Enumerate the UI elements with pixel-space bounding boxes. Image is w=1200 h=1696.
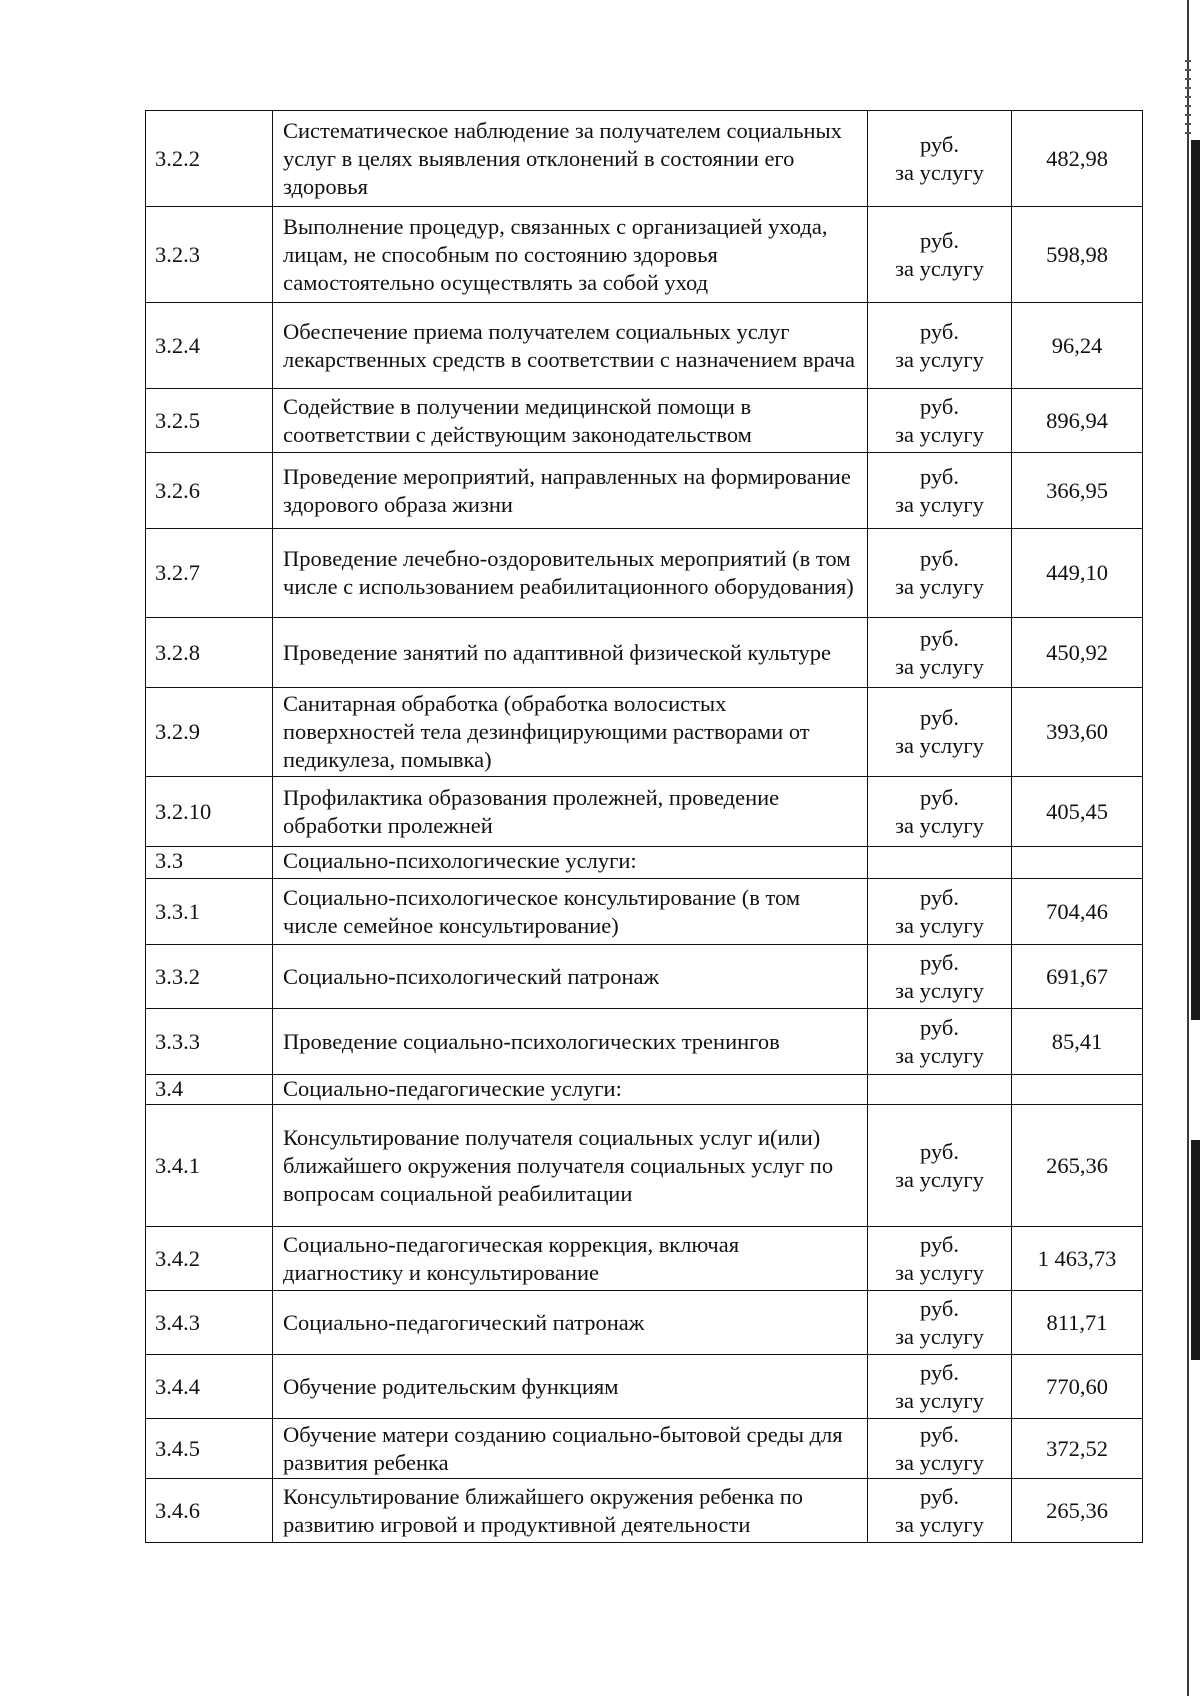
table-row bbox=[146, 303, 1143, 389]
unit-text: за услугу bbox=[895, 1511, 984, 1537]
unit-text: за услугу bbox=[895, 1042, 984, 1068]
unit-cell bbox=[868, 847, 1012, 879]
service-number: 3.4.5 bbox=[146, 1419, 273, 1479]
unit-cell bbox=[868, 111, 1012, 207]
unit-cell bbox=[868, 529, 1012, 618]
unit-text: руб. bbox=[920, 1138, 959, 1164]
unit-text: руб. bbox=[920, 463, 959, 489]
table-row bbox=[146, 879, 1143, 945]
unit-text: за услугу bbox=[895, 977, 984, 1003]
service-name: Проведение мероприятий, направленных на формирование здорового образа жизни bbox=[273, 453, 868, 529]
unit-text: руб. bbox=[920, 1421, 959, 1447]
unit-text: руб. bbox=[920, 1014, 959, 1040]
unit-cell bbox=[868, 1227, 1012, 1291]
price-value: 770,60 bbox=[1012, 1355, 1143, 1419]
price-value bbox=[1012, 1075, 1143, 1105]
service-name: Содействие в получении медицинской помощи в соответствии с действующим законодательством bbox=[273, 389, 868, 453]
unit-text: за услугу bbox=[895, 255, 984, 281]
section-row bbox=[146, 847, 1143, 879]
service-number: 3.2.10 bbox=[146, 777, 273, 847]
unit-text: руб. bbox=[920, 949, 959, 975]
price-value: 372,52 bbox=[1012, 1419, 1143, 1479]
service-number: 3.4.6 bbox=[146, 1479, 273, 1543]
table-row bbox=[146, 777, 1143, 847]
service-name: Выполнение процедур, связанных с организацией ухода, лицам, не способным по состоянию здоровья самостоятельно осуществлять за собой уход bbox=[273, 207, 868, 303]
price-value: 265,36 bbox=[1012, 1479, 1143, 1543]
service-number: 3.4 bbox=[146, 1075, 273, 1105]
unit-cell bbox=[868, 1075, 1012, 1105]
service-number: 3.3.3 bbox=[146, 1009, 273, 1075]
unit-text: руб. bbox=[920, 546, 959, 571]
service-number: 3.2.2 bbox=[146, 111, 273, 207]
service-number: 3.4.2 bbox=[146, 1227, 273, 1291]
unit-cell bbox=[868, 777, 1012, 847]
unit-cell bbox=[868, 1009, 1012, 1075]
table-row bbox=[146, 1009, 1143, 1075]
unit-text: руб. bbox=[920, 1231, 959, 1257]
service-number: 3.4.3 bbox=[146, 1291, 273, 1355]
table-row bbox=[146, 1479, 1143, 1543]
unit-text: за услугу bbox=[895, 491, 984, 517]
unit-text: руб. bbox=[920, 884, 959, 910]
unit-text: за услугу bbox=[895, 912, 984, 938]
price-value: 482,98 bbox=[1012, 111, 1143, 207]
price-value: 598,98 bbox=[1012, 207, 1143, 303]
unit-cell bbox=[868, 1419, 1012, 1479]
unit-text: руб. bbox=[920, 784, 959, 810]
table-row bbox=[146, 389, 1143, 453]
scan-edge-shadow bbox=[1191, 140, 1200, 1020]
service-name: Санитарная обработка (обработка волосистых поверхностей тела дезинфицирующими растворами от педикулеза, помывка) bbox=[273, 688, 868, 777]
service-name: Проведение социально-психологических тренингов bbox=[273, 1009, 868, 1075]
service-number: 3.2.6 bbox=[146, 453, 273, 529]
service-name: Консультирование получателя социальных услуг и(или) ближайшего окружения получателя социальных услуг по вопросам социальной реабилитации bbox=[273, 1105, 868, 1227]
service-name: Обучение родительским функциям bbox=[273, 1355, 868, 1419]
price-value: 449,10 bbox=[1012, 529, 1143, 618]
section-title: Социально-психологические услуги: bbox=[273, 847, 868, 879]
table-row bbox=[146, 453, 1143, 529]
service-name: Проведение лечебно-оздоровительных мероприятий (в том числе с использованием реабилитационного оборудования) bbox=[273, 529, 868, 618]
unit-text: за услугу bbox=[895, 812, 984, 838]
table-row bbox=[146, 688, 1143, 777]
unit-text: руб. bbox=[920, 1483, 959, 1509]
service-number: 3.4.4 bbox=[146, 1355, 273, 1419]
unit-cell bbox=[868, 389, 1012, 453]
unit-text: за услугу bbox=[895, 346, 984, 372]
service-name: Профилактика образования пролежней, проведение обработки пролежней bbox=[273, 777, 868, 847]
table-row bbox=[146, 1105, 1143, 1227]
unit-cell bbox=[868, 879, 1012, 945]
service-number: 3.2.5 bbox=[146, 389, 273, 453]
scan-artifact bbox=[1185, 60, 1191, 140]
service-number: 3.4.1 bbox=[146, 1105, 273, 1227]
unit-text: за услугу bbox=[895, 1323, 984, 1349]
unit-cell bbox=[868, 618, 1012, 688]
unit-cell bbox=[868, 207, 1012, 303]
section-row bbox=[146, 1075, 1143, 1105]
service-name: Обеспечение приема получателем социальных услуг лекарственных средств в соответствии с назначением врача bbox=[273, 303, 868, 389]
service-name: Социально-психологический патронаж bbox=[273, 945, 868, 1009]
service-number: 3.3 bbox=[146, 847, 273, 879]
table-row bbox=[146, 1291, 1143, 1355]
unit-text: руб. bbox=[920, 318, 959, 344]
unit-cell bbox=[868, 1479, 1012, 1543]
service-number: 3.2.3 bbox=[146, 207, 273, 303]
price-value: 265,36 bbox=[1012, 1105, 1143, 1227]
scan-edge-shadow-lower bbox=[1191, 1140, 1200, 1360]
price-value: 85,41 bbox=[1012, 1009, 1143, 1075]
unit-text: за услугу bbox=[895, 1259, 984, 1285]
service-name: Проведение занятий по адаптивной физической культуре bbox=[273, 618, 868, 688]
price-value: 450,92 bbox=[1012, 618, 1143, 688]
unit-cell bbox=[868, 945, 1012, 1009]
price-value: 96,24 bbox=[1012, 303, 1143, 389]
unit-text: за услугу bbox=[895, 574, 984, 599]
price-value: 896,94 bbox=[1012, 389, 1143, 453]
service-name: Социально-психологическое консультирование (в том числе семейное консультирование) bbox=[273, 879, 868, 945]
table-row bbox=[146, 207, 1143, 303]
unit-text: за услугу bbox=[895, 733, 984, 758]
service-number: 3.3.2 bbox=[146, 945, 273, 1009]
table-row bbox=[146, 1227, 1143, 1291]
price-value: 1 463,73 bbox=[1012, 1227, 1143, 1291]
service-name: Консультирование ближайшего окружения ребенка по развитию игровой и продуктивной деятельности bbox=[273, 1479, 868, 1543]
service-name: Социально-педагогическая коррекция, включая диагностику и консультирование bbox=[273, 1227, 868, 1291]
unit-text: руб. bbox=[920, 625, 959, 651]
table-row bbox=[146, 618, 1143, 688]
price-value: 811,71 bbox=[1012, 1291, 1143, 1355]
price-value: 704,46 bbox=[1012, 879, 1143, 945]
service-name: Обучение матери созданию социально-бытовой среды для развития ребенка bbox=[273, 1419, 868, 1479]
service-name: Социально-педагогический патронаж bbox=[273, 1291, 868, 1355]
service-number: 3.2.7 bbox=[146, 529, 273, 618]
unit-text: руб. bbox=[920, 1295, 959, 1321]
service-name: Систематическое наблюдение за получателем социальных услуг в целях выявления отклонений в состоянии его здоровья bbox=[273, 111, 868, 207]
section-title: Социально-педагогические услуги: bbox=[273, 1075, 868, 1105]
unit-text: руб. bbox=[920, 131, 959, 157]
unit-cell bbox=[868, 1291, 1012, 1355]
unit-text: за услугу bbox=[895, 1166, 984, 1192]
tariff-table-body bbox=[146, 111, 1143, 1543]
service-number: 3.2.8 bbox=[146, 618, 273, 688]
service-number: 3.2.4 bbox=[146, 303, 273, 389]
table-row bbox=[146, 1419, 1143, 1479]
unit-cell bbox=[868, 1355, 1012, 1419]
table-row bbox=[146, 111, 1143, 207]
page-edge-line bbox=[1187, 0, 1189, 1696]
unit-text: за услугу bbox=[895, 159, 984, 185]
table-row bbox=[146, 1355, 1143, 1419]
unit-text: за услугу bbox=[895, 653, 984, 679]
service-number: 3.3.1 bbox=[146, 879, 273, 945]
unit-cell bbox=[868, 453, 1012, 529]
unit-text: руб. bbox=[920, 393, 959, 419]
unit-text: за услугу bbox=[895, 421, 984, 447]
price-value bbox=[1012, 847, 1143, 879]
service-number: 3.2.9 bbox=[146, 688, 273, 777]
price-value: 405,45 bbox=[1012, 777, 1143, 847]
price-value: 366,95 bbox=[1012, 453, 1143, 529]
unit-text: руб. bbox=[920, 1359, 959, 1385]
unit-text: руб. bbox=[920, 227, 959, 253]
tariff-table bbox=[145, 110, 1143, 1543]
unit-cell bbox=[868, 688, 1012, 777]
price-value: 393,60 bbox=[1012, 688, 1143, 777]
unit-text: за услугу bbox=[895, 1387, 984, 1413]
unit-cell bbox=[868, 303, 1012, 389]
unit-text: за услугу bbox=[895, 1449, 984, 1475]
price-value: 691,67 bbox=[1012, 945, 1143, 1009]
table-row bbox=[146, 529, 1143, 618]
unit-text: руб. bbox=[920, 705, 959, 730]
table-row bbox=[146, 945, 1143, 1009]
unit-cell bbox=[868, 1105, 1012, 1227]
